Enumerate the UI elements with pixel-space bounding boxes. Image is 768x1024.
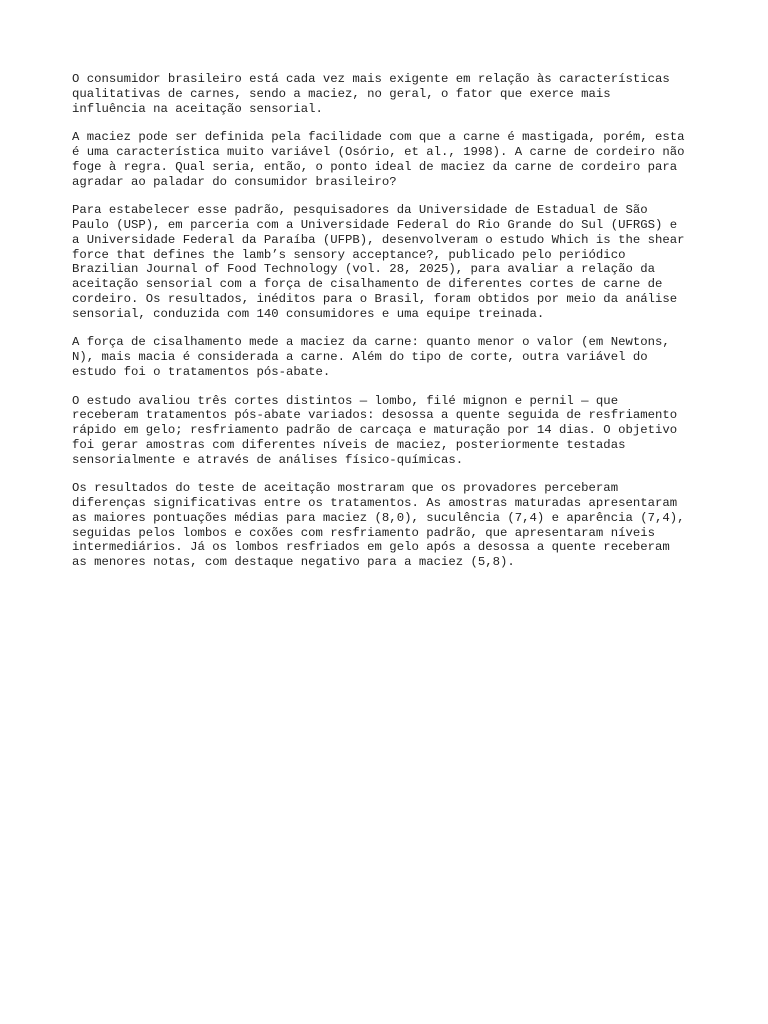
paragraph-results: Os resultados do teste de aceitação mostraram que os provadores perceberam diferenças significativas entre os tratamentos. As amostras maturadas apresentaram as maiores pontuações médias para maciez (8,0), suculência (7,4) e aparência (7,4), seguidas pelos lombos e coxões com resfriamento padrão, que apresentaram níveis intermediários. Já os lombos resfriados em gelo após a desossa a quente receberam as menores notas, com destaque negativo para a maciez (5,8). [72,481,685,569]
paragraph-study-description: Para estabelecer esse padrão, pesquisadores da Universidade de Estadual de São Paulo (USP), em parceria com a Universidade Federal do Rio Grande do Sul (UFRGS) e a Universidade Federal da Paraíba (UFPB), desenvolveram o estudo Which is the shear force that defines the lamb’s sensory acceptance?, publicado pelo periódico Brazilian Journal of Food Technology (vol. 28, 2025), para avaliar a relação da aceitação sensorial com a força de cisalhamento de diferentes cortes de carne de cordeiro. Os resultados, inéditos para o Brasil, foram obtidos por meio da análise sensorial, conduzida com 140 consumidores e uma equipe treinada. [72,203,685,321]
paragraph-intro: O consumidor brasileiro está cada vez mais exigente em relação às características qualitativas de carnes, sendo a maciez, no geral, o fator que exerce mais influência na aceitação sensorial. [72,72,670,116]
document-body [72,72,698,584]
paragraph-cuts-treatments: O estudo avaliou três cortes distintos — lombo, filé mignon e pernil — que receberam tratamentos pós-abate variados: desossa a quente seguida de resfriamento rápido em gelo; resfriamento padrão de carcaça e maturação por 14 dias. O objetivo foi gerar amostras com diferentes níveis de maciez, posteriormente testadas sensorialmente e através de análises físico-químicas. [72,393,678,467]
paragraph-shear-force: A força de cisalhamento mede a maciez da carne: quanto menor o valor (em Newtons, N), mais macia é considerada a carne. Além do tipo de corte, outra variável do estudo foi o tratamentos pós-abate. [72,335,670,379]
paragraph-maciez-definition: A maciez pode ser definida pela facilidade com que a carne é mastigada, porém, esta é uma característica muito variável (Osório, et al., 1998). A carne de cordeiro não foge à regra. Qual seria, então, o ponto ideal de maciez da carne de cordeiro para agradar ao paladar do consumidor brasileiro? [72,130,685,189]
